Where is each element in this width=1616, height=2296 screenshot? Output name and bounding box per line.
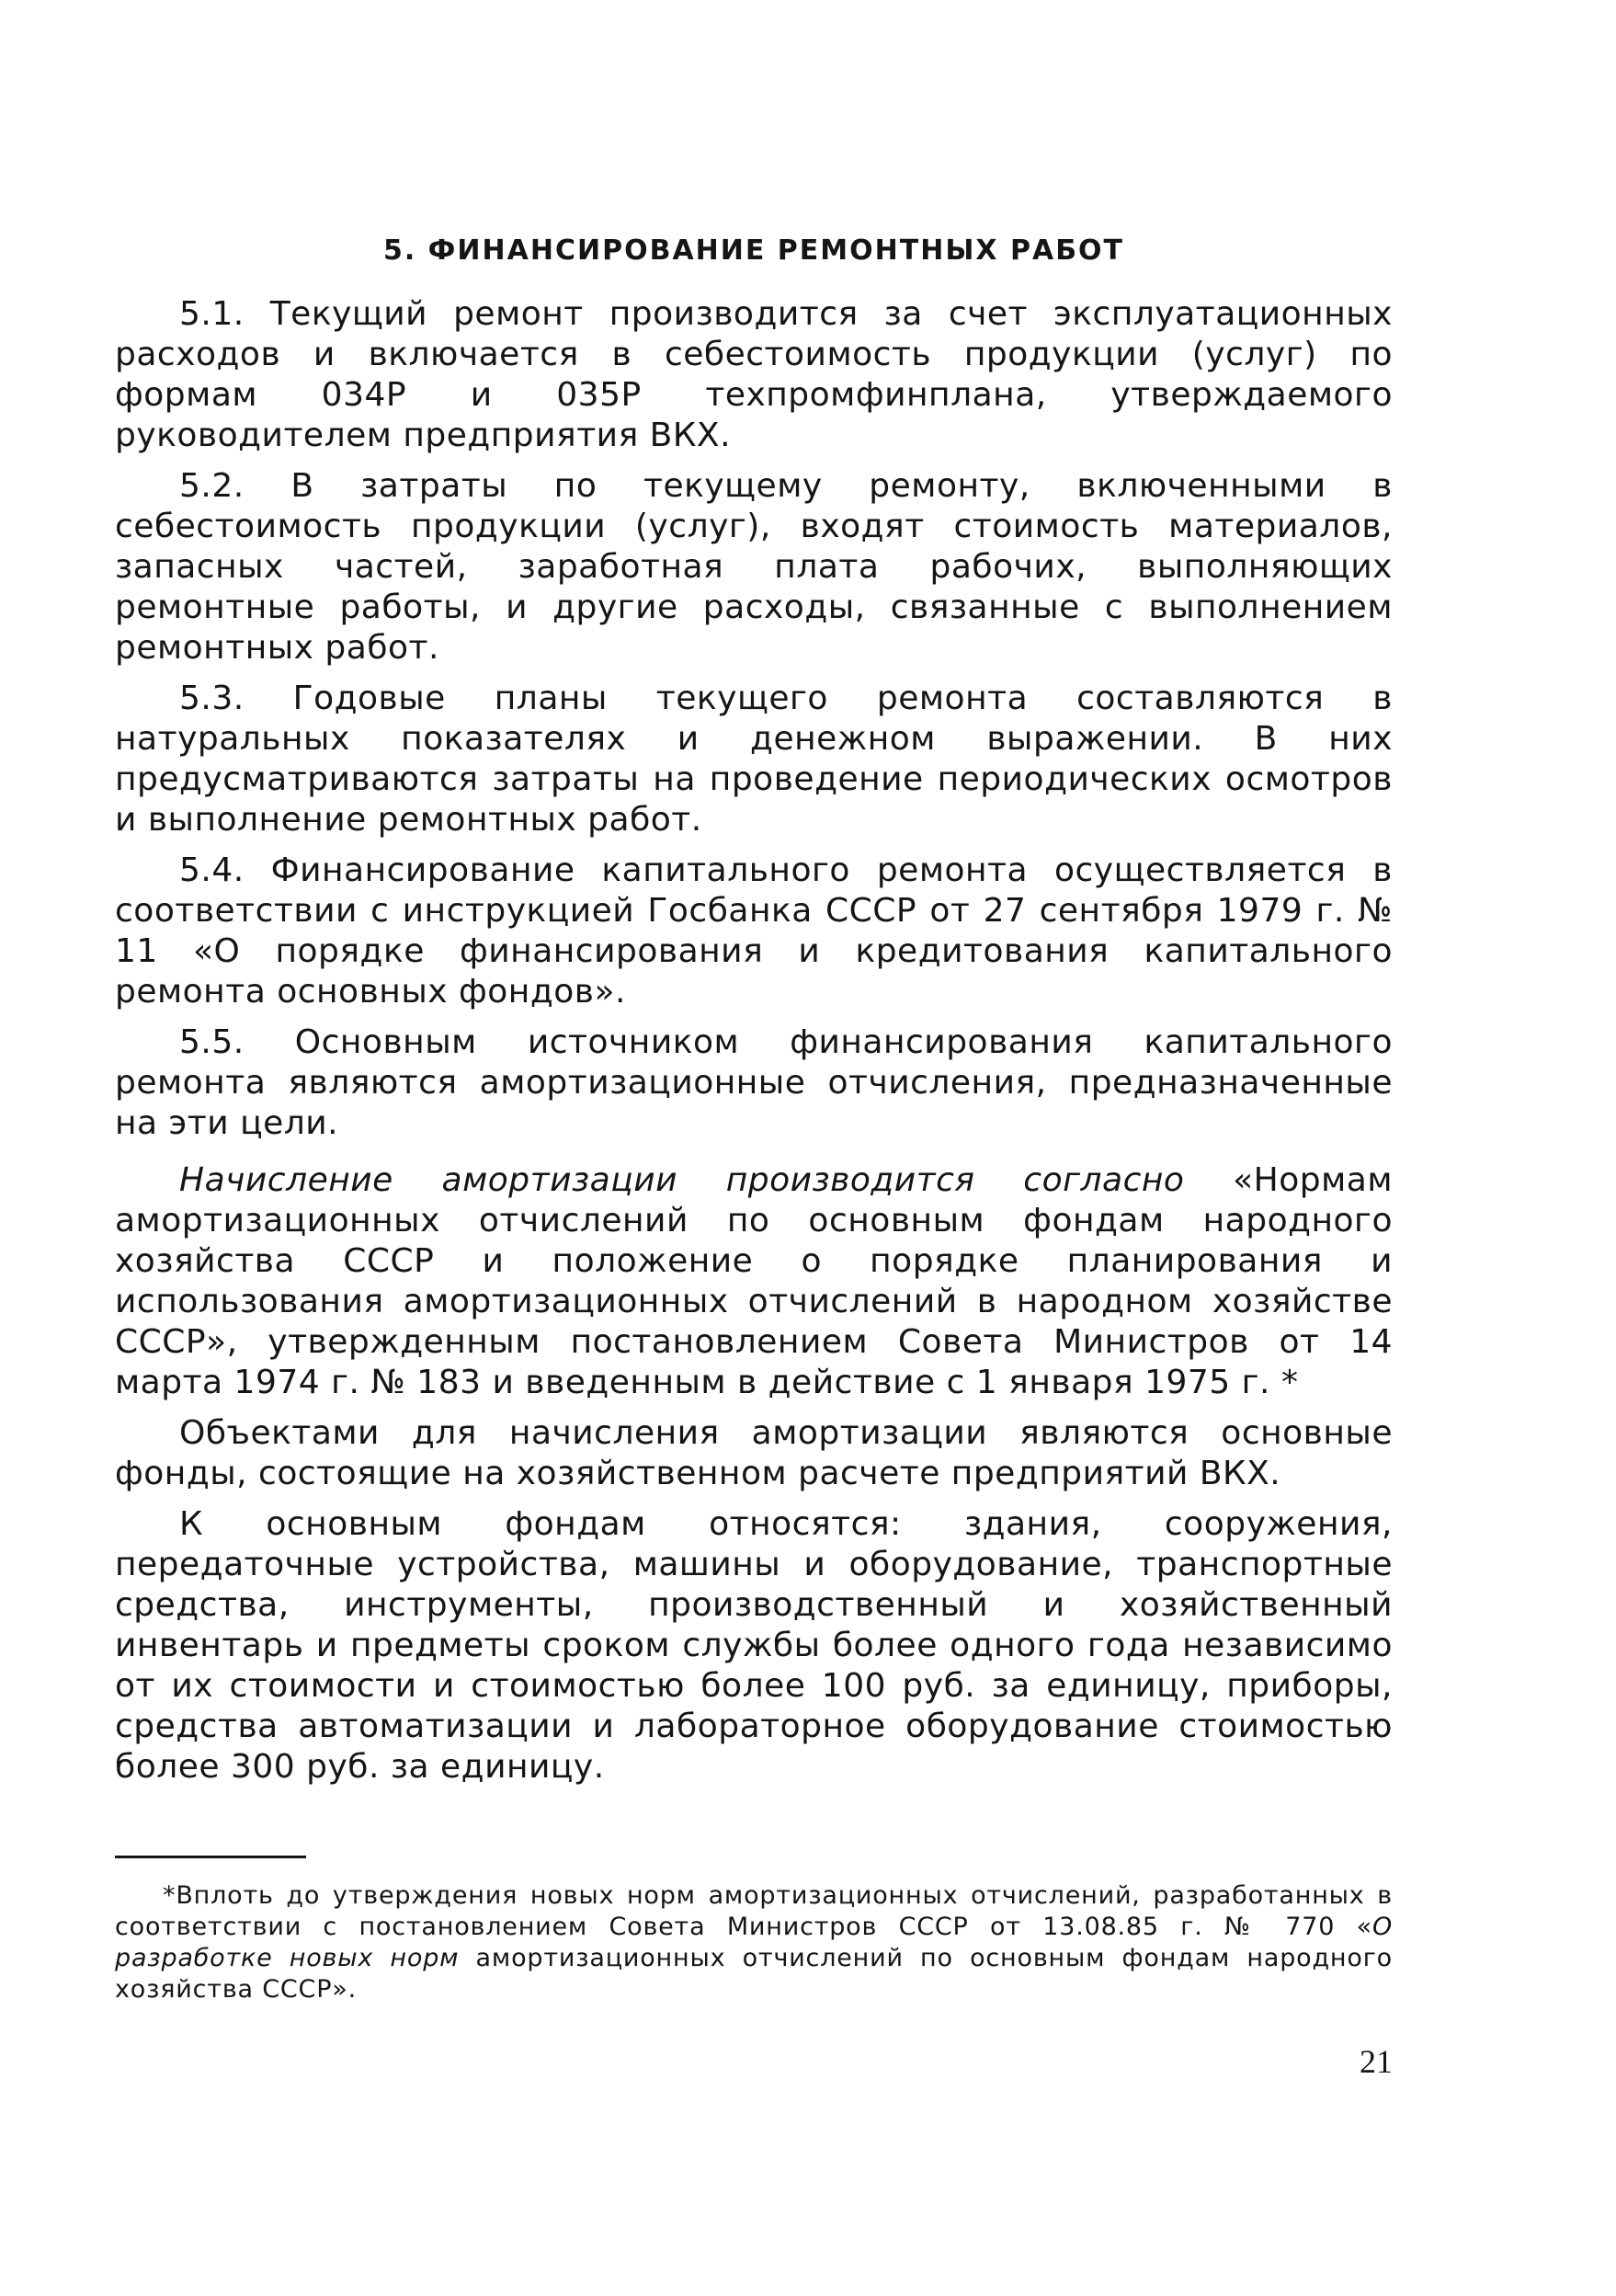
footnote-text-italic: О разработке новых норм xyxy=(115,1913,1393,1972)
footnote-divider xyxy=(115,1856,306,1858)
amortization-paragraph xyxy=(115,1160,1393,1403)
section-heading: 5. ФИНАНСИРОВАНИЕ РЕМОНТНЫХ РАБОТ xyxy=(382,234,1125,267)
paragraph-5-5: 5.5. Основным источником финансирования капитального ремонта являются амортизационные отчисления, предназначенные на эти цели. xyxy=(115,1023,1393,1142)
paragraph-5-3: 5.3. Годовые планы текущего ремонта составляются в натуральных показателях и денежном выражении. В них предусматриваются затраты на проведение периодических осмотров и выполнение ремонтных работ. xyxy=(115,680,1393,839)
body-text xyxy=(115,294,1393,1798)
amortization-text: «Нормам амортизационных отчислений по основным фондам народного хозяйства СССР и положение о порядке планирования и использования амортизационных отчислений в народном хозяйстве СССР», утвержденным постановлением Совета Министров от 14 марта 1974 г. № 183 и введенным в действие с 1 января 1975 г. xyxy=(115,1161,1393,1401)
footnote-text-end: амортизационных отчислений по основным фондам народного хозяйства СССР». xyxy=(115,1944,1393,2004)
footnote-reference-mark: * xyxy=(1270,1364,1299,1401)
objects-paragraph: Объектами для начисления амортизации являются основные фонды, состоящие на хозяйственном расчете предприятий ВКХ. xyxy=(115,1414,1393,1492)
paragraph-5-4: 5.4. Финансирование капитального ремонта осуществляется в соответствии с инструкцией Госбанка СССР от 27 сентября 1979 г. № 11 «О порядке финансирования и кредитования капитального ремонта основных фондов». xyxy=(115,851,1393,1011)
paragraph-5-2: 5.2. В затраты по текущему ремонту, включенными в себестоимость продукции (услуг), входят стоимость материалов, запасных частей, заработная плата рабочих, выполняющих ремонтные работы, и другие расходы, связанные с выполнением ремонтных работ. xyxy=(115,467,1393,667)
footnote-mark: * xyxy=(163,1881,176,1910)
page-number: 21 xyxy=(1360,2043,1393,2080)
footnote xyxy=(115,1880,1393,2005)
footnote-text-start: Вплоть до утверждения новых норм амортизационных отчислений, разработанных в соответствии с постановлением Совета Министров СССР от 13.08.85 г. № 770 « xyxy=(115,1881,1393,1941)
fixed-assets-paragraph: К основным фондам относятся: здания, сооружения, передаточные устройства, машины и оборудование, транспортные средства, инструменты, производственный и хозяйственный инвентарь и предметы сроком службы более одного года независимо от их стоимости и стоимостью более 100 руб. за единицу, приборы, средства автоматизации и лабораторное оборудование стоимостью более 300 руб. за единицу. xyxy=(115,1505,1393,1786)
paragraph-5-1: 5.1. Текущий ремонт производится за счет эксплуатационных расходов и включается в себестоимость продукции (услуг) по формам 034Р и 035Р техпромфинплана, утверждаемого руководителем предприятия ВКХ. xyxy=(115,295,1393,454)
amortization-italic-lead: Начисление амортизации производится согласно xyxy=(179,1161,1185,1199)
